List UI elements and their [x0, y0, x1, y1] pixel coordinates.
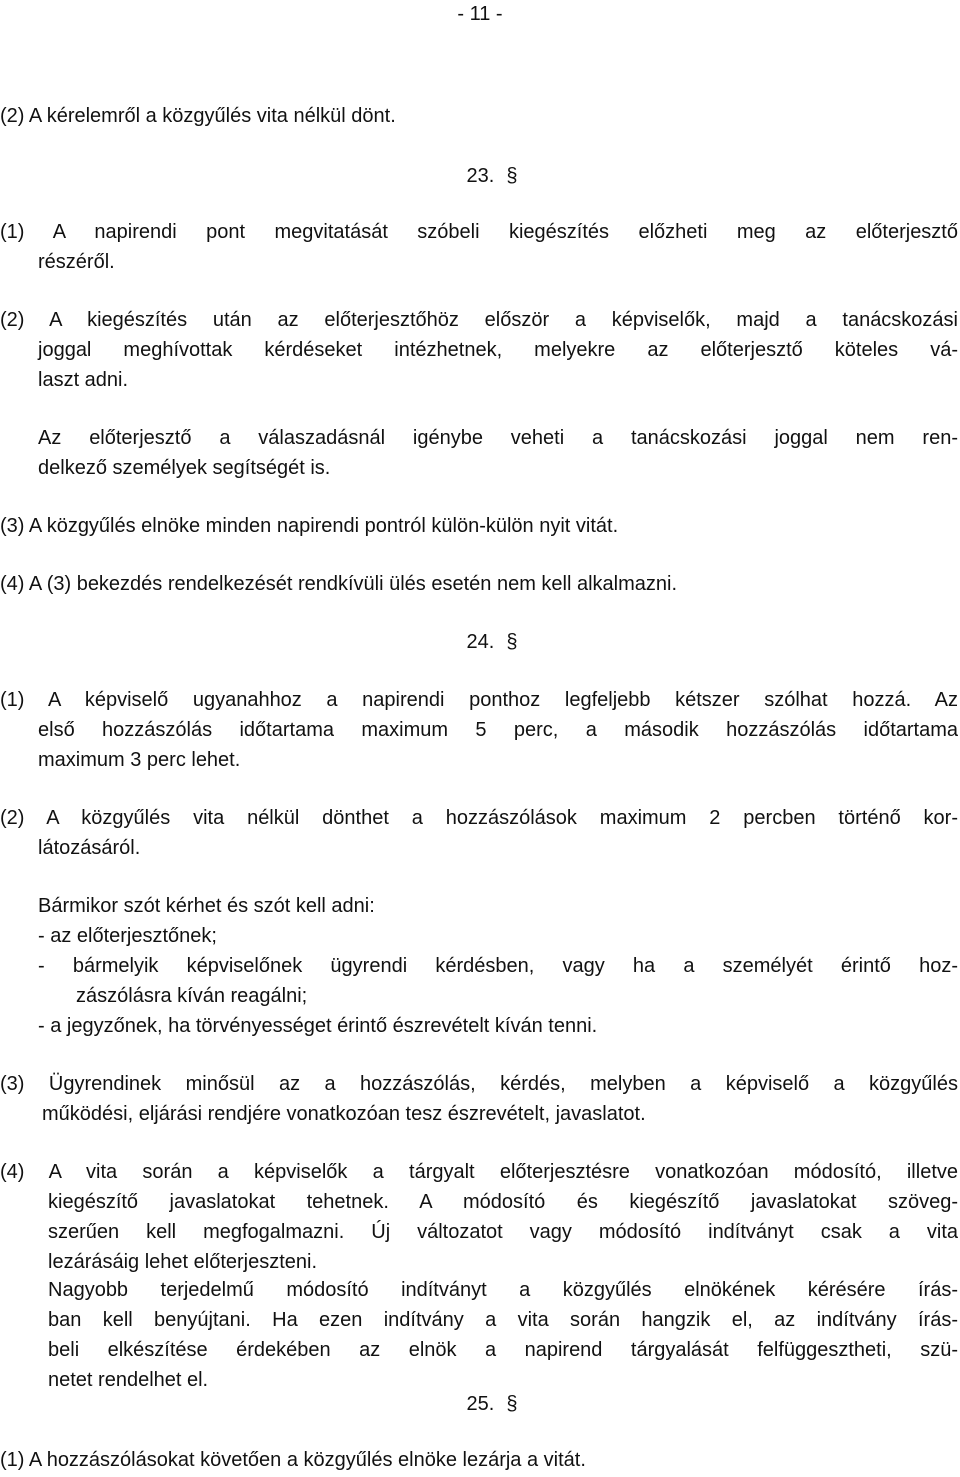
paragraph-line: laszt adni. — [38, 369, 129, 391]
paragraph-line: (3) Ügyrendinek minősül az a hozzászólás, kérdés, melyben a képviselő a közgyűlés — [0, 1073, 958, 1095]
paragraph-line: Az előterjesztő a válaszadásnál igénybe veheti a tanácskozási joggal nem ren- — [38, 427, 958, 449]
paragraph-line: részéről. — [38, 251, 115, 273]
section-heading-23 — [12, 162, 960, 190]
paragraph-line: szerűen kell megfogalmazni. Új változatot vagy módosító indítványt csak a vita — [48, 1221, 958, 1243]
paragraph-line: delkező személyek segítségét is. — [38, 457, 331, 479]
paragraph-line: ban kell benyújtani. Ha ezen indítvány a vita során hangzik el, az indítvány írás- — [48, 1309, 958, 1331]
section-sign: § — [506, 1393, 518, 1415]
section-heading-25 — [12, 1390, 960, 1418]
section-number: 25. — [466, 1393, 495, 1415]
paragraph-line: látozásáról. — [38, 837, 141, 859]
paragraph-line: beli elkészítése érdekében az elnök a napirend tárgyalását felfüggesztheti, szü- — [48, 1339, 958, 1361]
paragraph-line: lezárásáig lehet előterjeszteni. — [48, 1251, 318, 1273]
paragraph-line: kiegészítő javaslatokat tehetnek. A módosító és kiegészítő javaslatokat szöveg- — [48, 1191, 958, 1213]
list-item-continuation: zászólásra kíván reagálni; — [76, 985, 308, 1007]
paragraph-line: (2) A kiegészítés után az előterjesztőhöz először a képviselők, majd a tanácskozási — [0, 309, 958, 331]
paragraph-line: (4) A vita során a képviselők a tárgyalt előterjesztésre vonatkozóan módosító, illetve — [0, 1161, 958, 1183]
paragraph-line: első hozzászólás időtartama maximum 5 perc, a második hozzászólás időtartama — [38, 719, 958, 741]
paragraph-line: (4) A (3) bekezdés rendelkezését rendkívüli ülés esetén nem kell alkalmazni. — [0, 573, 678, 595]
section-sign: § — [506, 631, 518, 653]
list-item: - az előterjesztőnek; — [38, 925, 217, 947]
list-item: - bármelyik képviselőnek ügyrendi kérdésben, vagy ha a személyét érintő hoz- — [38, 955, 958, 977]
list-item: - a jegyzőnek, ha törvényességet érintő észrevételt kíván tenni. — [38, 1015, 598, 1037]
section-number: 23. — [466, 165, 495, 187]
paragraph-line: működési, eljárási rendjére vonatkozóan tesz észrevételt, javaslatot. — [42, 1103, 646, 1125]
paragraph-line: (2) A közgyűlés vita nélkül dönthet a hozzászólások maximum 2 percben történő kor- — [0, 807, 958, 829]
paragraph-line: (2) A kérelemről a közgyűlés vita nélkül dönt. — [0, 105, 396, 127]
paragraph-line: netet rendelhet el. — [48, 1369, 209, 1391]
paragraph-line: maximum 3 perc lehet. — [38, 749, 241, 771]
section-sign: § — [506, 165, 518, 187]
section-number: 24. — [466, 631, 495, 653]
paragraph-line: joggal meghívottak kérdéseket intézhetnek, melyekre az előterjesztő köteles vá- — [38, 339, 958, 361]
paragraph-line: (1) A hozzászólásokat követően a közgyűlés elnöke lezárja a vitát. — [0, 1449, 586, 1471]
paragraph-line: (1) A napirendi pont megvitatását szóbeli kiegészítés előzheti meg az előterjesztő — [0, 221, 958, 243]
section-heading-24 — [12, 628, 960, 656]
paragraph-line: (3) A közgyűlés elnöke minden napirendi pontról külön-külön nyit vitát. — [0, 515, 619, 537]
page-number: - 11 - — [457, 3, 503, 25]
paragraph-line: (1) A képviselő ugyanahhoz a napirendi ponthoz legfeljebb kétszer szólhat hozzá. Az — [0, 689, 958, 711]
paragraph-line: Bármikor szót kérhet és szót kell adni: — [38, 895, 375, 917]
paragraph-line: Nagyobb terjedelmű módosító indítványt a közgyűlés elnökének kérésére írás- — [48, 1279, 958, 1301]
